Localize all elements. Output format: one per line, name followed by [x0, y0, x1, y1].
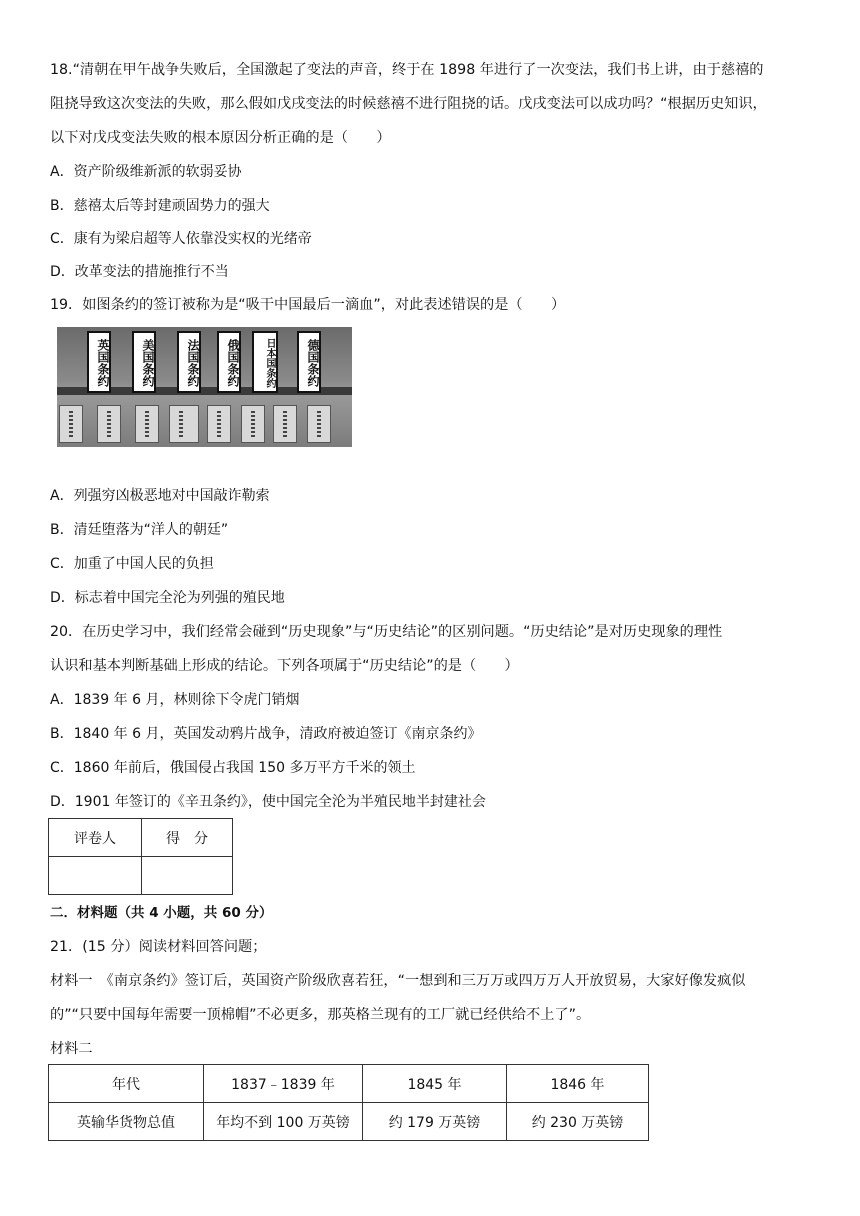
material-1-line-1: 材料一 《南京条约》签订后，英国资产阶级欣喜若狂，“一想到和三万万或四万万人开放贸易，大家好像发疯似 [50, 973, 746, 989]
q19-option-b: B．清廷堕落为“洋人的朝廷” [50, 522, 229, 538]
treaty-slip [169, 405, 199, 443]
q20-option-a: A．1839 年 6 月，林则徐下令虎门销烟 [50, 692, 300, 708]
q20-option-b: B．1840 年 6 月，英国发动鸦片战争，清政府被迫签订《南京条约》 [50, 726, 482, 742]
trade-value-1845: 约 179 万英镑 [363, 1103, 507, 1141]
section-2-title: 二．材料题（共 4 小题，共 60 分） [50, 905, 273, 921]
q18-stem-line-2: 阻挠导致这次变法的失败，那么假如戊戌变法的时候慈禧不进行阻挠的话。戊戌变法可以成功吗？“根据历史知识， [50, 96, 767, 112]
q20-stem-line-1: 20．在历史学习中，我们经常会碰到“历史现象”与“历史结论”的区别问题。“历史结论”是对历史现象的理性 [50, 624, 723, 640]
score-header: 得 分 [142, 819, 233, 857]
grader-cell[interactable] [49, 857, 142, 895]
q18-stem-line-3: 以下对戊戌变法失败的根本原因分析正确的是（ ） [50, 130, 391, 146]
q18-option-c: C．康有为梁启超等人依靠没实权的光绪帝 [50, 231, 312, 247]
q18-option-d: D．改革变法的措施推行不当 [50, 264, 229, 280]
trade-value-1837: 年均不到 100 万英镑 [204, 1103, 363, 1141]
trade-header-1846: 1846 年 [507, 1065, 649, 1103]
q18-option-b: B．慈禧太后等封建顽固势力的强大 [50, 198, 270, 214]
q19-stem: 19．如图条约的签订被称为是“吸干中国最后一滴血”，对此表述错误的是（ ） [50, 297, 566, 313]
treaty-slip [307, 405, 331, 443]
q18-stem-line-1: 18.“清朝在甲午战争失败后，全国激起了变法的声音，终于在 1898 年进行了一次变法，我们书上讲，由于慈禧的 [50, 62, 764, 78]
plate-us-treaty: 美国条约 [132, 331, 156, 393]
trade-header-1845: 1845 年 [363, 1065, 507, 1103]
material-2-label: 材料二 [50, 1041, 93, 1057]
treaty-slip [135, 405, 159, 443]
treaty-slip [207, 405, 231, 443]
q20-option-c: C．1860 年前后，俄国侵占我国 150 多万平方千米的领土 [50, 760, 416, 776]
plate-france-treaty: 法国条约 [177, 331, 201, 393]
treaty-slip [273, 405, 297, 443]
plate-russia-treaty: 俄国条约 [217, 331, 241, 393]
trade-row-label: 英输华货物总值 [49, 1103, 204, 1141]
trade-table [48, 1064, 649, 1141]
material-1-line-2: 的”“只要中国每年需要一顶棉帽”不必更多，那英格兰现有的工厂就已经供给不上了”。 [50, 1007, 591, 1023]
q20-stem-line-2: 认识和基本判断基础上形成的结论。下列各项属于“历史结论”的是（ ） [50, 658, 519, 674]
plate-germany-treaty: 德国条约 [297, 331, 321, 393]
q19-option-a: A．列强穷凶极恶地对中国敲诈勒索 [50, 488, 270, 504]
q19-option-c: C．加重了中国人民的负担 [50, 556, 214, 572]
q21-stem: 21．(15 分）阅读材料回答问题； [50, 939, 267, 955]
treaty-slip [241, 405, 265, 443]
q18-option-a: A．资产阶级维新派的软弱妥协 [50, 164, 242, 180]
grader-header: 评卷人 [49, 819, 142, 857]
treaties-photo [57, 327, 352, 447]
trade-value-1846: 约 230 万英镑 [507, 1103, 649, 1141]
treaty-slip [97, 405, 121, 443]
q19-option-d: D．标志着中国完全沦为列强的殖民地 [50, 590, 285, 606]
q20-option-d: D．1901 年签订的《辛丑条约》，使中国完全沦为半殖民地半封建社会 [50, 794, 486, 810]
plate-japan-treaty: 日本国条约 [252, 331, 278, 393]
plate-britain-treaty: 英国条约 [87, 331, 111, 393]
treaty-slip [59, 405, 83, 443]
trade-header-1837: 1837﹣1839 年 [204, 1065, 363, 1103]
score-cell[interactable] [142, 857, 233, 895]
score-table [48, 818, 233, 895]
trade-header-year: 年代 [49, 1065, 204, 1103]
